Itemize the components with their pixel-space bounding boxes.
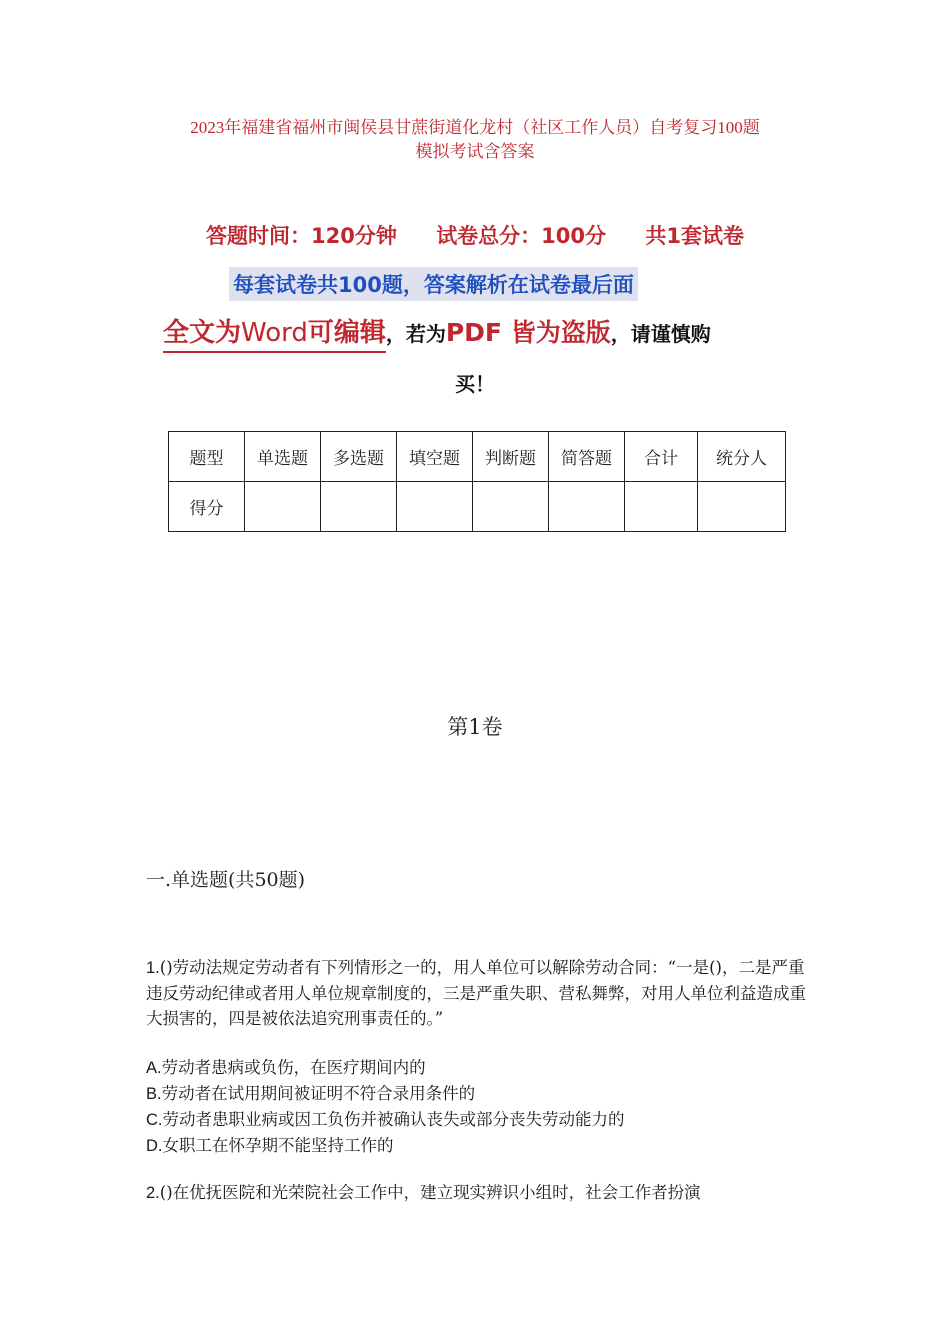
warn-careful: 请谨慎购 — [630, 322, 711, 346]
option-b[interactable] — [146, 1081, 625, 1107]
warn-editable: 可编辑 — [307, 318, 386, 348]
option-letter: D. — [146, 1137, 163, 1155]
question-text: ()劳动法规定劳动者有下列情形之一的，用人单位可以解除劳动合同：“一是()，二是严重违反劳动纪律或者用人单位规章制度的，三是严重失职、营私舞弊，对用人单位利益造成重大损害的，四是被依法追究刑事责任的。” — [146, 958, 806, 1028]
piracy-warning — [163, 312, 803, 349]
score-cell[interactable] — [698, 482, 786, 532]
score-header-cell: 合计 — [625, 432, 698, 482]
exam-total-score: 试卷总分：100分 — [436, 224, 607, 248]
question-number: 2. — [146, 1184, 160, 1202]
option-text: 劳动者患病或负伤，在医疗期间内的 — [161, 1058, 426, 1077]
exam-sets: 共1套试卷 — [645, 224, 744, 248]
warn-comma-1: ， — [385, 322, 406, 346]
question-text: ()在优抚医院和光荣院社会工作中，建立现实辨识小组时，社会工作者扮演 — [159, 1183, 701, 1202]
score-header-cell: 判断题 — [473, 432, 549, 482]
score-table-header-row — [169, 432, 786, 482]
score-table-score-row — [169, 482, 786, 532]
warn-pdf: PDF 皆为盗版 — [445, 318, 611, 347]
warn-tail: 买！ — [455, 372, 495, 396]
score-cell[interactable] — [625, 482, 698, 532]
score-header-cell: 填空题 — [397, 432, 473, 482]
warn-prefix: 全文为 — [163, 318, 242, 348]
exam-time: 答题时间：120分钟 — [206, 224, 397, 248]
option-c[interactable] — [146, 1107, 625, 1133]
score-cell[interactable] — [473, 482, 549, 532]
score-cell[interactable] — [397, 482, 473, 532]
score-header-cell: 题型 — [169, 432, 245, 482]
question-1-options — [146, 1055, 625, 1159]
score-cell[interactable] — [549, 482, 625, 532]
question-number: 1. — [146, 959, 160, 977]
option-d[interactable] — [146, 1133, 625, 1159]
document-title — [130, 116, 820, 164]
question-2 — [146, 1180, 810, 1206]
score-cell[interactable] — [245, 482, 321, 532]
warn-if-pdf: 若为 — [405, 322, 446, 346]
title-line-2: 模拟考试含答案 — [415, 142, 535, 161]
warn-comma-2: ， — [610, 322, 631, 346]
score-header-cell: 简答题 — [549, 432, 625, 482]
option-a[interactable] — [146, 1055, 625, 1081]
option-letter: C. — [146, 1111, 163, 1129]
score-row-label: 得分 — [169, 482, 245, 532]
volume-heading: 第1卷 — [447, 715, 503, 739]
word-editable-note — [163, 318, 386, 353]
option-text: 劳动者在试用期间被证明不符合录用条件的 — [161, 1084, 476, 1103]
exam-info — [0, 220, 950, 250]
option-letter: A. — [146, 1059, 162, 1077]
warn-word: Word — [241, 318, 308, 348]
score-header-cell: 统分人 — [698, 432, 786, 482]
score-header-cell: 多选题 — [321, 432, 397, 482]
question-1 — [146, 955, 810, 1031]
score-table — [168, 431, 786, 532]
option-letter: B. — [146, 1085, 162, 1103]
title-line-1: 2023年福建省福州市闽侯县甘蔗街道化龙村（社区工作人员）自考复习100题 — [190, 118, 760, 137]
section-heading: 一.单选题(共50题) — [146, 869, 306, 891]
score-header-cell: 单选题 — [245, 432, 321, 482]
score-cell[interactable] — [321, 482, 397, 532]
answer-notice: 每套试卷共100题，答案解析在试卷最后面 — [229, 267, 638, 301]
option-text: 劳动者患职业病或因工负伤并被确认丧失或部分丧失劳动能力的 — [162, 1110, 625, 1129]
option-text: 女职工在怀孕期不能坚持工作的 — [162, 1136, 394, 1155]
